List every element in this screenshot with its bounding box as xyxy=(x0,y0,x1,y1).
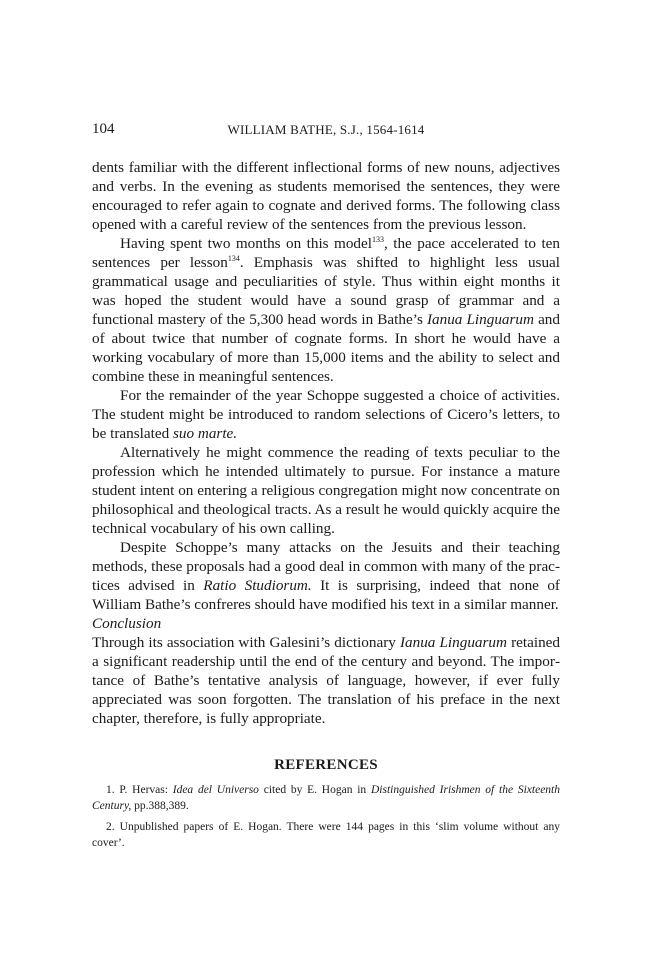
paragraph-6-text-b: retained a significant readership until the end of the century and beyond. The importance of Bathe’s tentative analysis of language, however, if ever fully appreciated was soon forgotten. The translation of his preface in the next chapter, therefore, is fully appropriate. xyxy=(92,634,560,727)
footnote-ref-133: 133 xyxy=(372,235,384,244)
paragraph-5-text-a: Despite Schoppe’s many attacks on the Jesuits and their teaching methods, these proposals had a good deal in common with many of the practices advised in xyxy=(92,539,560,594)
body-text xyxy=(92,158,560,728)
italic-ratio-studiorum: Ratio Studiorum. xyxy=(203,577,312,594)
italic-title-ianua-2: Ianua Linguarum xyxy=(399,634,507,651)
italic-suo-marte: suo marte. xyxy=(172,425,238,442)
paragraph-2-text-b: , the pace accelerated to ten sentences per lesson xyxy=(92,235,560,271)
paragraph-3 xyxy=(92,386,560,443)
page-header xyxy=(92,121,560,141)
references-heading: REFERENCES xyxy=(274,757,378,773)
running-head: WILLIAM BATHE, S.J., 1564-1614 xyxy=(227,122,425,137)
reference-1-suffix: pp.388,389. xyxy=(131,800,189,812)
reference-2: 2. Unpublished papers of E. Hogan. There were 144 pages in this ‘slim volume without any cover’. xyxy=(92,821,560,849)
paragraph-2-text-d: and of about twice that number of cognate forms. In short he would have a working vocabulary of more than 15,000 items and the ability to select and combine these in meaningful sentences. xyxy=(92,311,560,385)
page-number: 104 xyxy=(92,121,115,137)
references-section xyxy=(92,757,560,856)
paragraph-2-text-a: Having spent two months on this model xyxy=(120,235,372,252)
footnote-ref-134: 134 xyxy=(227,254,240,263)
reference-1-italic-b: Distinguished Irishmen of the Sixteenth Century, xyxy=(92,784,560,812)
paragraph-6 xyxy=(92,633,560,728)
paragraph-5 xyxy=(92,538,560,614)
paragraph-2-text-c: . Emphasis was shifted to highlight less usual grammatical usage and peculiarities of style. Thus within eight months it was hoped the student would have a sound grasp of grammar and a functional mastery of the 5,300 head words in Bathe’s xyxy=(92,254,560,328)
paragraph-4: Alternatively he might commence the reading of texts peculiar to the profession which he intended ultimately to pursue. For instance a mature student intent on entering a religious congregation might now concentrate on philosophical and theological tracts. As a result he would quickly acquire the technical vocabulary of his own calling. xyxy=(92,444,560,537)
paragraph-2 xyxy=(92,234,560,386)
paragraph-1: dents familiar with the different inflectional forms of new nouns, adjectives and verbs. In the evening as students memorised the sentences, they were encouraged to refer again to cognate and derived forms. The following class opened with a careful review of the sentences from the previous lesson. xyxy=(92,159,560,233)
paragraph-5-text-b: It is surprising, indeed that none of William Bathe’s confreres should have modified his text in a similar manner. xyxy=(92,577,560,613)
paragraph-6-text-a: Through its association with Galesini’s dictionary xyxy=(92,634,400,651)
paragraph-3-text: For the remainder of the year Schoppe suggested a choice of activities. The student might be introduced to random selections of Cicero’s letters, to be translated xyxy=(92,387,560,442)
reference-1-italic-a: Idea del Universo xyxy=(172,784,259,796)
reference-1-mid: cited by E. Hogan in xyxy=(258,784,371,796)
italic-title-ianua: Ianua Linguarum xyxy=(426,311,534,328)
section-heading-conclusion: Conclusion xyxy=(92,615,162,632)
reference-1-prefix: 1. P. Hervas: xyxy=(106,784,173,796)
reference-1 xyxy=(92,782,560,814)
